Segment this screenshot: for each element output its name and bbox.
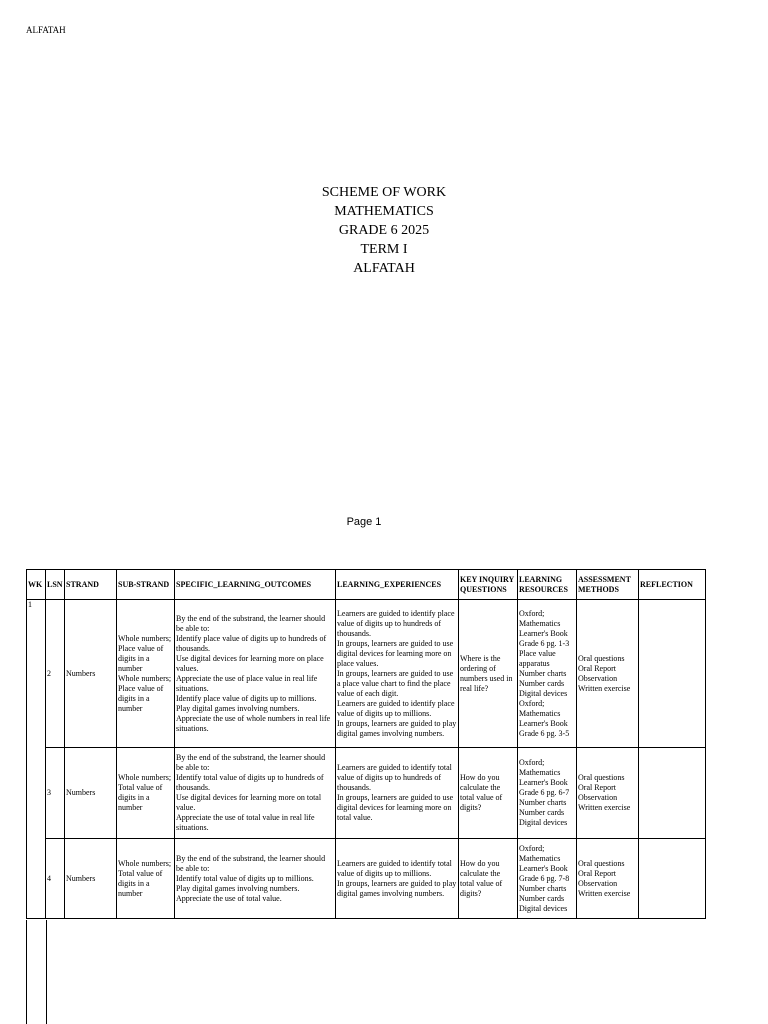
resources-cell: Oxford; Mathematics Learner's Book Grade 6 pg. 6-7 Number charts Number cards Digital devices: [518, 748, 577, 839]
questions-cell: How do you calculate the total value of digits?: [459, 839, 518, 919]
outcomes-cell: By the end of the substrand, the learner should be able to: Identify place value of digits up to hundreds of thousands. Use digital devices for learning more on place values. Appreciate the use of place value in real life situations. Identify place value of digits up to millions. Play digital games involving numbers. Appreciate the use of whole numbers in real life situations.: [175, 600, 336, 748]
experiences-cell: Learners are guided to identify total value of digits up to millions. In groups, learners are guided to play digital games involving numbers.: [336, 839, 459, 919]
week-cell: 1: [27, 600, 46, 919]
lesson-cell: 4: [46, 839, 65, 919]
strand-cell: Numbers: [65, 748, 117, 839]
assessment-cell: Oral questions Oral Report Observation Written exercise: [577, 839, 639, 919]
table-row: [27, 839, 706, 919]
title-line: ALFATAH: [353, 261, 415, 276]
reflection-cell: [639, 600, 706, 748]
strand-cell: Numbers: [65, 839, 117, 919]
experiences-cell: Learners are guided to identify total value of digits up to hundreds of thousands. In groups, learners are guided to use digital devices for learning more on total value.: [336, 748, 459, 839]
header-label: ALFATAH: [26, 25, 66, 35]
header-sub-strand: SUB-STRAND: [117, 570, 175, 600]
table-header-row: [27, 570, 706, 600]
resources-cell: Oxford; Mathematics Learner's Book Grade 6 pg. 7-8 Number charts Number cards Digital devices: [518, 839, 577, 919]
header-assessment: ASSESSMENT METHODS: [577, 570, 639, 600]
page-number: Page 1: [346, 516, 382, 528]
assessment-cell: Oral questions Oral Report Observation Written exercise: [577, 748, 639, 839]
reflection-cell: [639, 839, 706, 919]
title-line: MATHEMATICS: [334, 204, 434, 219]
title-line: TERM I: [360, 242, 408, 257]
document-title: [0, 183, 768, 278]
table-row: [27, 600, 706, 748]
sub-strand-cell: Whole numbers; Total value of digits in a number: [117, 839, 175, 919]
lesson-cell: 3: [46, 748, 65, 839]
sub-strand-cell: Whole numbers; Place value of digits in a number Whole numbers; Place value of digits in a number: [117, 600, 175, 748]
title-line: GRADE 6 2025: [338, 223, 430, 238]
header-wk: WK: [27, 570, 46, 600]
header-outcomes: SPECIFIC_LEARNING_OUTCOMES: [175, 570, 336, 600]
header-lsn: LSN: [46, 570, 65, 600]
header-experiences: LEARNING_EXPERIENCES: [336, 570, 459, 600]
reflection-cell: [639, 748, 706, 839]
lesson-cell: 2: [46, 600, 65, 748]
resources-cell: Oxford; Mathematics Learner's Book Grade 6 pg. 1-3 Place value apparatus Number charts Number cards Digital devices Oxford; Mathematics Learner's Book Grade 6 pg. 3-5: [518, 600, 577, 748]
scheme-of-work-table: [26, 569, 706, 919]
experiences-cell: Learners are guided to identify place value of digits up to hundreds of thousands. In groups, learners are guided to use digital devices for learning more on place values. In groups, learners are guided to use a place value chart to find the place value of each digit. Learners are guided to identify place value of digits up to millions. In groups, learners are guided to play digital games involving numbers.: [336, 600, 459, 748]
outcomes-cell: By the end of the substrand, the learner should be able to: Identify total value of digits up to millions. Play digital games involving numbers. Appreciate the use of total value.: [175, 839, 336, 919]
header-resources: LEARNING RESOURCES: [518, 570, 577, 600]
title-line: SCHEME OF WORK: [321, 185, 447, 200]
outcomes-cell: By the end of the substrand, the learner should be able to: Identify total value of digits up to hundreds of thousands. Use digital devices for learning more on total value. Appreciate the use of total value in real life situations.: [175, 748, 336, 839]
header-strand: STRAND: [65, 570, 117, 600]
assessment-cell: Oral questions Oral Report Observation Written exercise: [577, 600, 639, 748]
table-continuation-rules: [26, 920, 47, 1024]
header-questions: KEY INQUIRY QUESTIONS: [459, 570, 518, 600]
strand-cell: Numbers: [65, 600, 117, 748]
header-reflection: REFLECTION: [639, 570, 706, 600]
sub-strand-cell: Whole numbers; Total value of digits in a number: [117, 748, 175, 839]
questions-cell: How do you calculate the total value of digits?: [459, 748, 518, 839]
questions-cell: Where is the ordering of numbers used in real life?: [459, 600, 518, 748]
table-row: [27, 748, 706, 839]
